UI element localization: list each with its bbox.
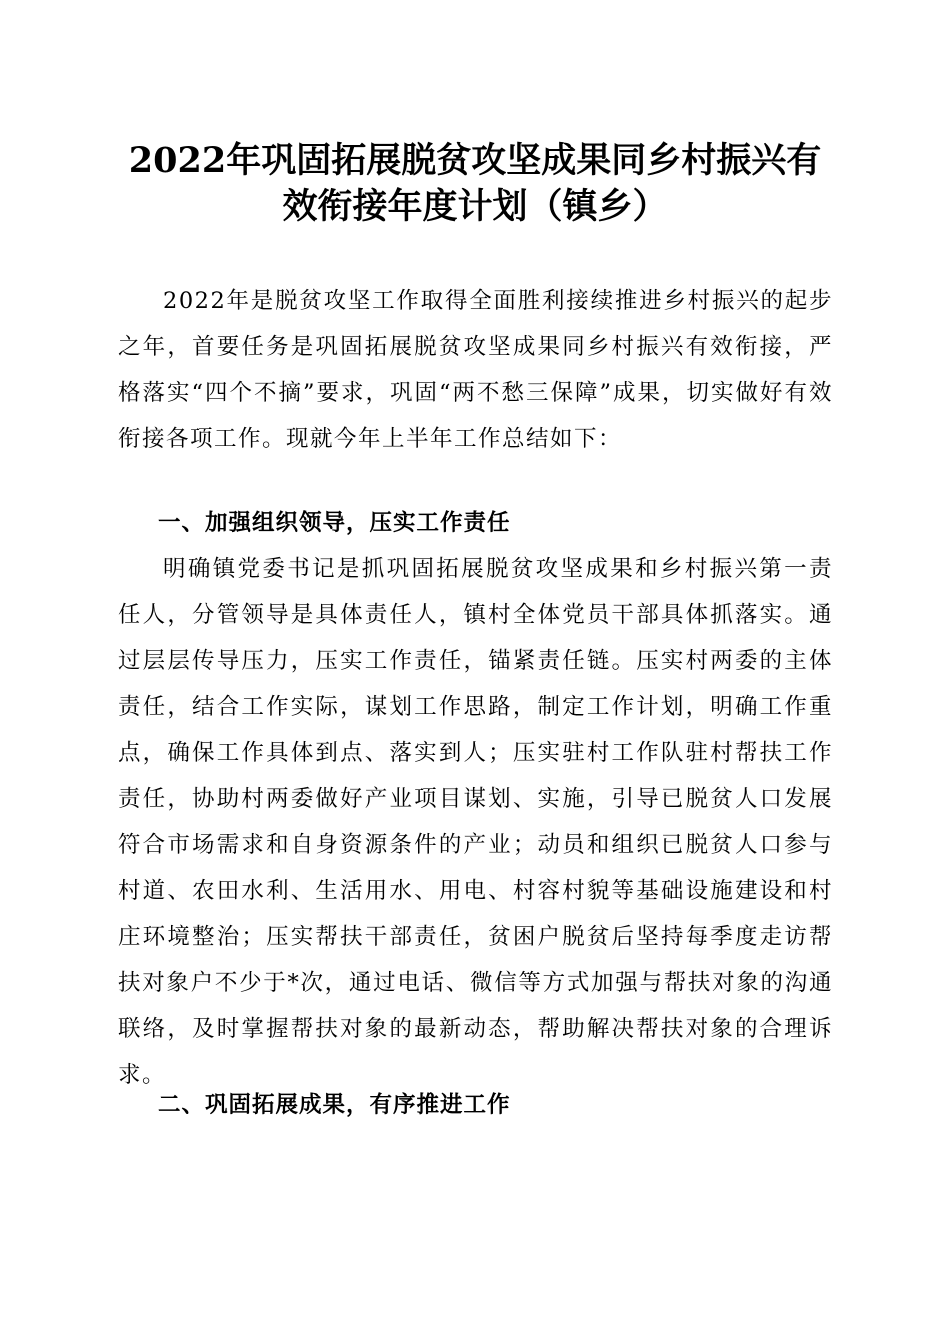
intro-paragraph: 2022年是脱贫攻坚工作取得全面胜利接续推进乡村振兴的起步之年，首要任务是巩固拓展脱贫攻坚成果同乡村振兴有效衔接，严格落实“四个不摘”要求，巩固“两不愁三保障”成果，切实做好有效衔接各项工作。现就今年上半年工作总结如下： xyxy=(118,288,833,452)
section-1-heading: 一、加强组织领导，压实工作责任 xyxy=(158,510,511,536)
section-2-heading: 二、巩固拓展成果，有序推进工作 xyxy=(158,1092,511,1118)
document-title-line-1: 2022年巩固拓展脱贫攻坚成果同乡村振兴有 xyxy=(128,140,822,181)
document-title-line-2: 效衔接年度计划（镇乡） xyxy=(282,186,668,227)
section-1-paragraph: 明确镇党委书记是抓巩固拓展脱贫攻坚成果和乡村振兴第一责任人，分管领导是具体责任人，镇村全体党员干部具体抓落实。通过层层传导压力，压实工作责任，锚紧责任链。压实村两委的主体责任，结合工作实际，谋划工作思路，制定工作计划，明确工作重点，确保工作具体到点、落实到人；压实驻村工作队驻村帮扶工作责任，协助村两委做好产业项目谋划、实施，引导已脱贫人口发展符合市场需求和自身资源条件的产业；动员和组织已脱贫人口参与村道、农田水利、生活用水、用电、村容村貌等基础设施建设和村庄环境整治；压实帮扶干部责任，贫困户脱贫后坚持每季度走访帮扶对象户不少于*次，通过电话、微信等方式加强与帮扶对象的沟通联络，及时掌握帮扶对象的最新动态，帮助解决帮扶对象的合理诉求。 xyxy=(118,556,833,1088)
